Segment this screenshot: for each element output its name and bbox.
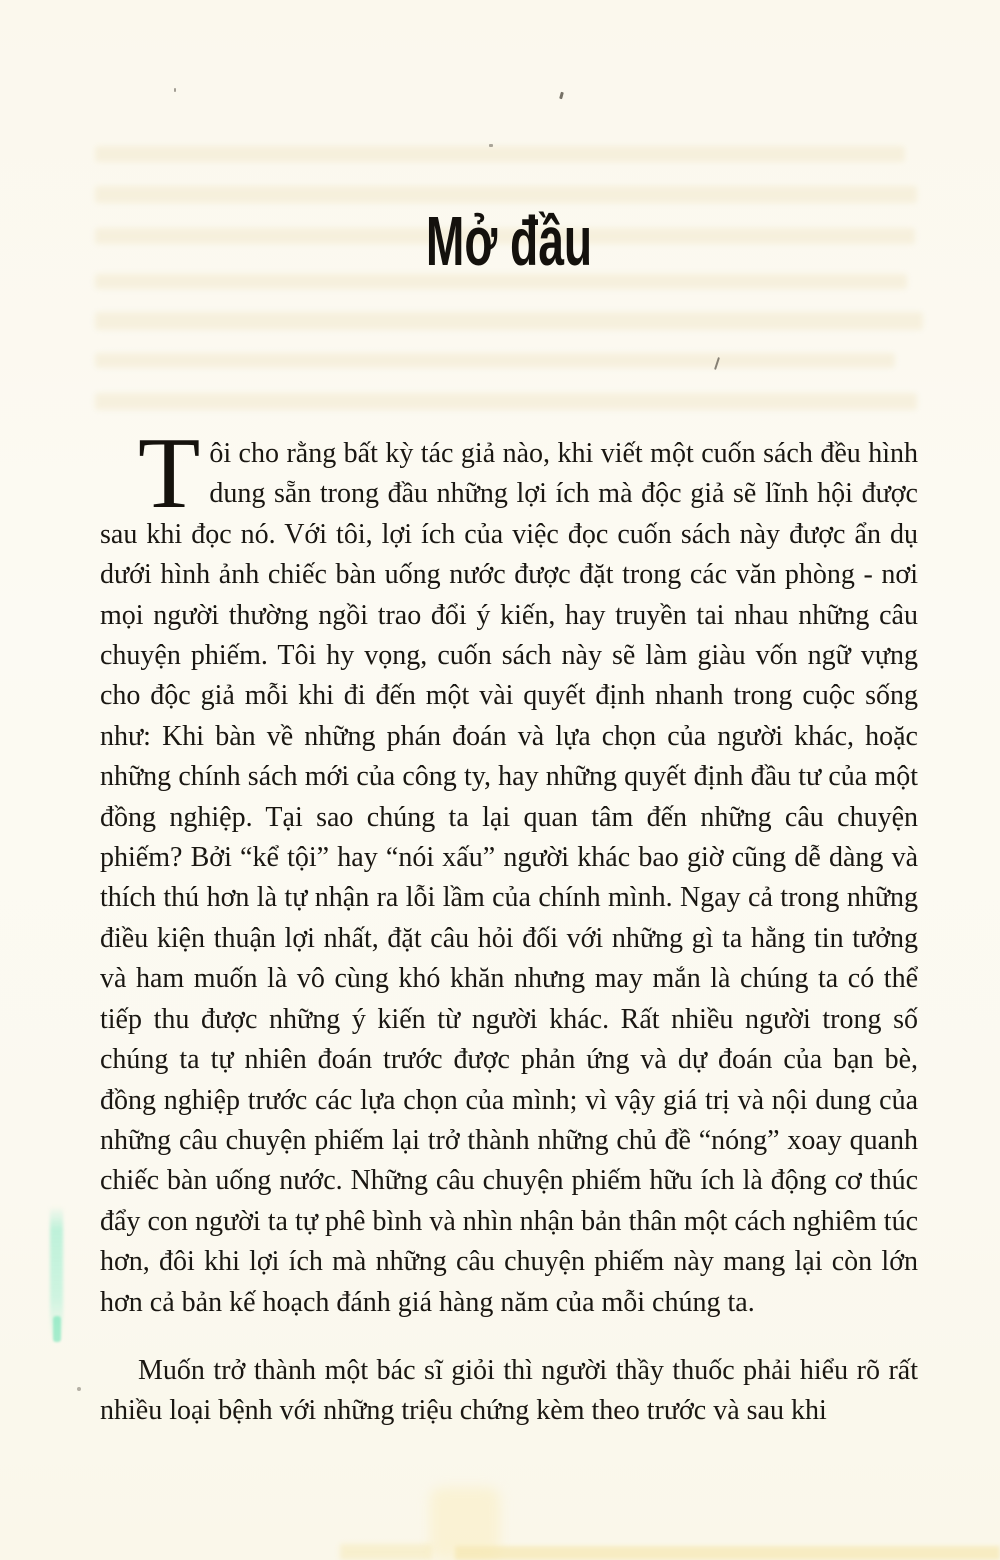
paragraph-2: Muốn trở thành một bác sĩ giỏi thì người thầy thuốc phải hiểu rõ rất nhiều loại bệnh với những triệu chứng kèm theo trước và sau khi bbox=[100, 1354, 918, 1427]
dust-speck bbox=[559, 92, 564, 100]
drop-cap-letter: T bbox=[138, 417, 201, 530]
scan-edge-artifact bbox=[53, 1316, 61, 1342]
showthrough-line bbox=[95, 312, 923, 330]
dust-speck bbox=[714, 357, 720, 370]
showthrough-line bbox=[95, 146, 905, 162]
chapter-body bbox=[100, 417, 918, 1432]
page-stain bbox=[340, 1544, 432, 1560]
paragraph-1-text: ôi cho rằng bất kỳ tác giả nào, khi viết một cuốn sách đều hình dung sẵn trong đầu những lợi ích mà độc giả sẽ lĩnh hội được sau khi đọc nó. Với tôi, lợi ích của việc đọc cuốn sách này được ẩn dụ dưới hình ảnh chiếc bàn uống nước được đặt trong các văn phòng - nơi mọi người thường ngồi trao đổi ý kiến, hay truyền tai nhau những câu chuyện phiếm. Tôi hy vọng, cuốn sách này sẽ làm giàu vốn ngữ vựng cho độc giả mỗi khi đi đến một vài quyết định nhanh trong cuộc sống như: Khi bàn về những phán đoán và lựa chọn của người khác, hoặc những chính sách mới của công ty, hay những quyết định đầu tư của một đồng nghiệp. Tại sao chúng ta lại quan tâm đến những câu chuyện phiếm? Bởi “kể tội” hay “nói xấu” người khác bao giờ cũng dễ dàng và thích thú hơn là tự nhận ra lỗi lầm của chính mình. Ngay cả trong những điều kiện thuận lợi nhất, đặt câu hỏi đối với những gì ta hằng tin tưởng và ham muốn là vô cùng khó khăn nhưng may mắn là chúng ta có thể tiếp thu được những ý kiến từ người khác. Rất nhiều người trong số chúng ta tự nhiên đoán trước được phản ứng và dự đoán của bạn bè, đồng nghiệp trước các lựa chọn của mình; vì vậy giá trị và nội dung của những câu chuyện phiếm lại trở thành những chủ đề “nóng” xoay quanh chiếc bàn uống nước. Những câu chuyện phiếm hữu ích là động cơ thúc đẩy con người ta tự phê bình và nhìn nhận bản thân một cách nghiêm túc hơn, đôi khi lợi ích mà những câu chuyện phiếm này mang lại còn lớn hơn cả bản kế hoạch đánh giá hàng năm của mỗi chúng ta. bbox=[100, 438, 918, 1318]
showthrough-line bbox=[95, 393, 917, 410]
chapter-title: Mở đầu bbox=[425, 202, 593, 280]
showthrough-line bbox=[95, 186, 917, 203]
dust-speck bbox=[174, 88, 176, 92]
page-stain bbox=[455, 1546, 1000, 1560]
page-stain bbox=[430, 1487, 500, 1560]
dust-speck bbox=[489, 144, 493, 147]
paragraph-1 bbox=[100, 417, 918, 1323]
dust-speck bbox=[77, 1387, 81, 1391]
showthrough-line bbox=[95, 353, 895, 368]
